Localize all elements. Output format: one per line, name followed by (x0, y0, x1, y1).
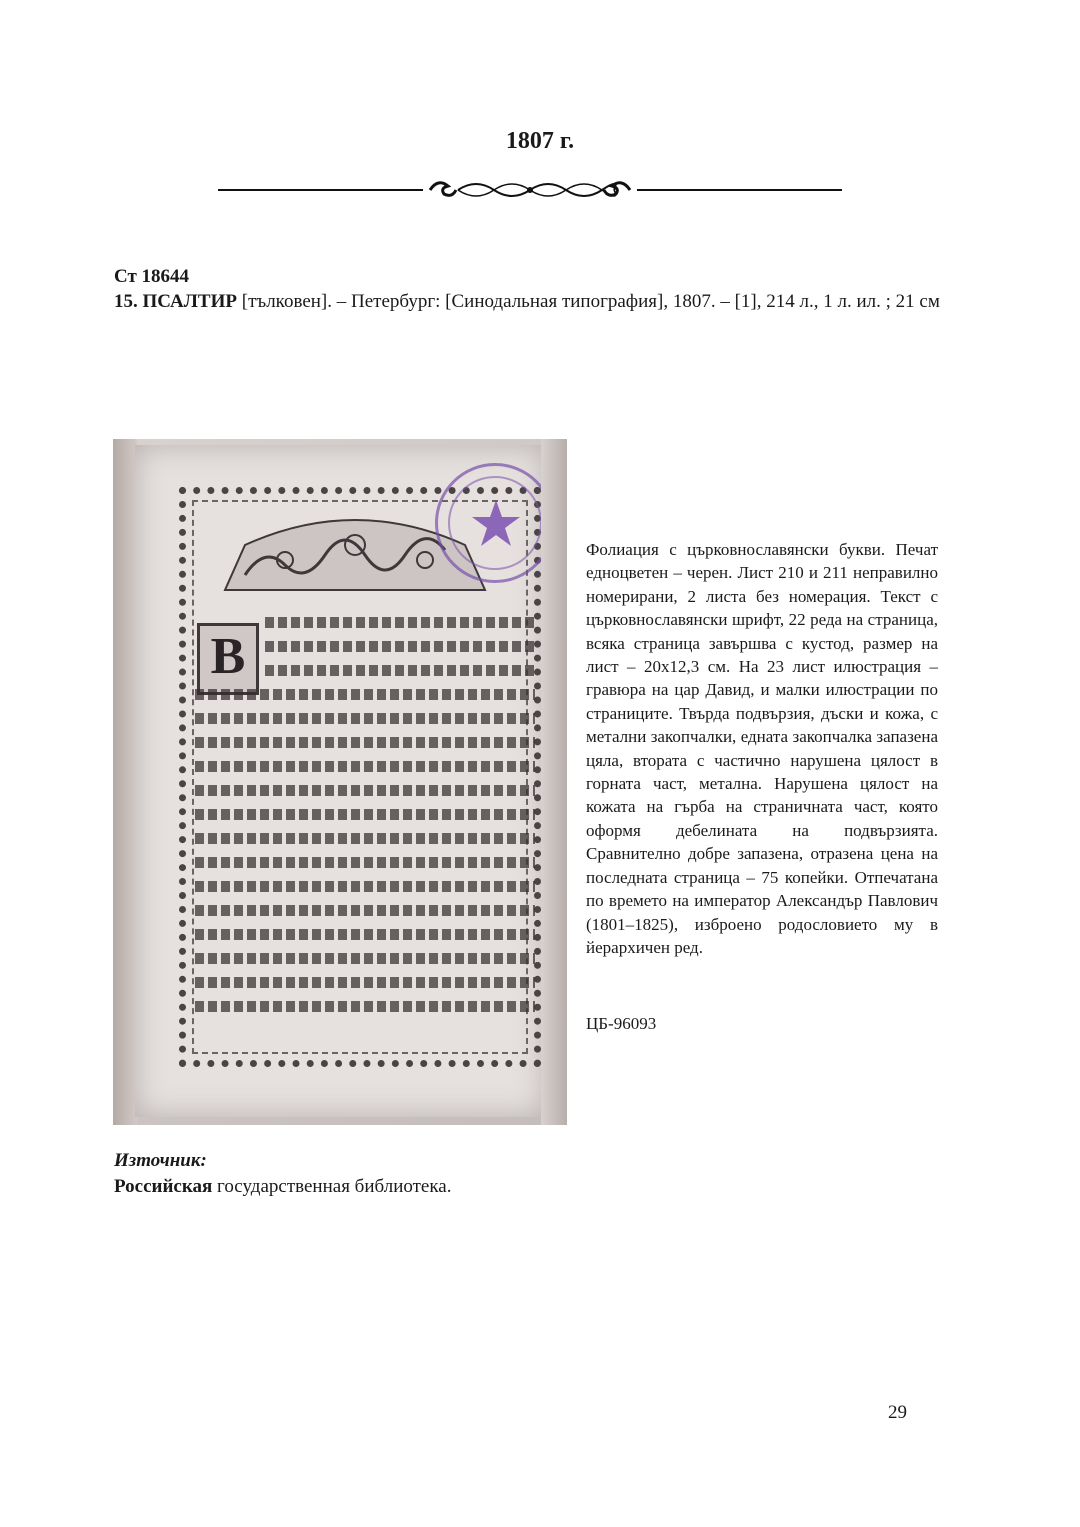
source-name-bold: Российская (114, 1176, 213, 1197)
star-icon (471, 498, 521, 548)
page-number: 29 (888, 1402, 907, 1423)
library-stamp (435, 463, 555, 583)
divider-ornament (218, 176, 842, 206)
shelfmark: Ст 18644 (114, 266, 190, 287)
source-name-rest: государственная библиотека. (212, 1176, 452, 1197)
entry-number: 15. (114, 291, 138, 312)
church-slavonic-text-block (195, 617, 535, 1025)
entry-title: ПСАЛТИР (142, 291, 237, 312)
inventory-code: ЦБ-96093 (586, 1014, 657, 1033)
item-description: Фолиация с църковнославянски букви. Печат едноцветен – черен. Лист 210 и 211 неправилно номерирани, 2 листа без номерация. Текст с църковнославянски шрифт, 22 реда на страница, всяка страница завършва с кустод, размер на лист – 20х12,3 см. На 23 лист илюстрация – гравюра на цар Давид, и малки илюстрации по страниците. Твърда подвързия, дъски и кожа, с метални закопчалки, едната закопчалка запазена цяла, втората с частично нарушена цялост в горната част, метална. Нарушена цялост на кожата на гърба на страничната част, която оформя дебелината на подвързията. Сравнително добре запазена, отразена цена на последната страница – 75 копейки. Отпечатана по времето на император Александър Павлович (1801–1825), изброено родословието му в йерархичен ред. (586, 540, 938, 957)
book-page-photo (113, 439, 567, 1125)
drop-cap-initial: В (197, 623, 259, 695)
source-name (114, 1174, 451, 1200)
page-edge-right (541, 439, 567, 1125)
year-heading: 1807 г. (505, 128, 575, 154)
catalog-entry (114, 264, 944, 314)
bibliographic-record (114, 289, 944, 314)
page-surface (135, 445, 545, 1117)
source-label: Източник: (114, 1150, 207, 1171)
entry-citation: [тълковен]. – Петербург: [Синодальная типография], 1807. – [1], 214 л., 1 л. ил. ; 21 см (237, 291, 940, 312)
source-note (114, 1148, 451, 1200)
page-edge-left (113, 439, 137, 1125)
